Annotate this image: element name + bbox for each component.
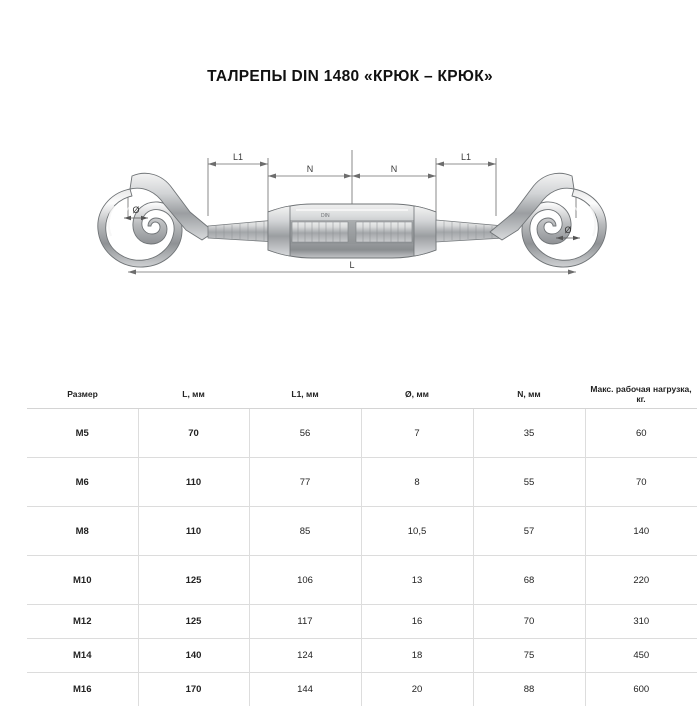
cell-load: 70 <box>585 458 697 507</box>
cell-l: 170 <box>138 673 249 706</box>
cell-d: 18 <box>361 639 473 673</box>
left-hook <box>98 173 214 267</box>
dim-label-l1-right: L1 <box>461 152 471 162</box>
th-l1: L1, мм <box>249 380 361 409</box>
turnbuckle-body <box>268 204 436 258</box>
cell-load: 310 <box>585 605 697 639</box>
th-load: Макс. рабочая нагрузка, кг. <box>585 380 697 409</box>
th-n: N, мм <box>473 380 585 409</box>
page-title: ТАЛРЕПЫ DIN 1480 «КРЮК – КРЮК» <box>0 68 700 86</box>
table-row <box>27 409 697 458</box>
cell-d: 16 <box>361 605 473 639</box>
cell-l: 70 <box>138 409 249 458</box>
cell-l1: 85 <box>249 507 361 556</box>
table-row <box>27 556 697 605</box>
cell-load: 600 <box>585 673 697 706</box>
spec-table <box>27 380 697 706</box>
cell-size: M6 <box>27 458 138 507</box>
cell-n: 75 <box>473 639 585 673</box>
cell-n: 55 <box>473 458 585 507</box>
th-l: L, мм <box>138 380 249 409</box>
cell-n: 57 <box>473 507 585 556</box>
cell-size: M16 <box>27 673 138 706</box>
cell-size: M8 <box>27 507 138 556</box>
table-row <box>27 605 697 639</box>
cell-l1: 117 <box>249 605 361 639</box>
cell-d: 8 <box>361 458 473 507</box>
th-size: Размер <box>27 380 138 409</box>
table-row <box>27 458 697 507</box>
dim-label-diameter-left: Ø <box>132 205 139 215</box>
table-row <box>27 639 697 673</box>
cell-l1: 56 <box>249 409 361 458</box>
right-hook <box>490 173 606 267</box>
cell-load: 60 <box>585 409 697 458</box>
left-threaded-rod <box>208 220 276 242</box>
cell-load: 450 <box>585 639 697 673</box>
cell-n: 88 <box>473 673 585 706</box>
cell-l: 125 <box>138 605 249 639</box>
cell-l1: 106 <box>249 556 361 605</box>
cell-l: 110 <box>138 507 249 556</box>
cell-n: 68 <box>473 556 585 605</box>
table-header-row <box>27 380 697 409</box>
cell-l1: 124 <box>249 639 361 673</box>
table-row <box>27 673 697 706</box>
cell-l: 140 <box>138 639 249 673</box>
cell-d: 13 <box>361 556 473 605</box>
dim-label-n-right: N <box>391 164 398 174</box>
cell-load: 140 <box>585 507 697 556</box>
body-marking-left: DIN <box>321 213 330 219</box>
cell-load: 220 <box>585 556 697 605</box>
cell-d: 10,5 <box>361 507 473 556</box>
dim-label-l1-left: L1 <box>233 152 243 162</box>
cell-size: M10 <box>27 556 138 605</box>
cell-l1: 144 <box>249 673 361 706</box>
th-d: Ø, мм <box>361 380 473 409</box>
table-row <box>27 507 697 556</box>
dim-label-n-left: N <box>307 164 314 174</box>
cell-n: 70 <box>473 605 585 639</box>
cell-l: 125 <box>138 556 249 605</box>
cell-d: 20 <box>361 673 473 706</box>
dim-label-overall-l: L <box>349 260 354 270</box>
cell-d: 7 <box>361 409 473 458</box>
cell-n: 35 <box>473 409 585 458</box>
cell-l: 110 <box>138 458 249 507</box>
dim-label-diameter-right: Ø <box>564 225 571 235</box>
cell-l1: 77 <box>249 458 361 507</box>
cell-size: M14 <box>27 639 138 673</box>
spec-table-wrap <box>27 380 673 706</box>
cell-size: M5 <box>27 409 138 458</box>
cell-size: M12 <box>27 605 138 639</box>
turnbuckle-technical-drawing <box>90 120 610 335</box>
